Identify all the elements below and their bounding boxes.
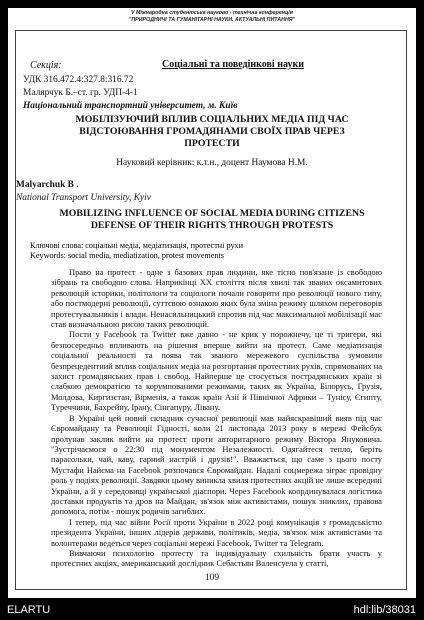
author-group: Малярчук Б.–ст. гр. УДП-4-1	[23, 88, 138, 98]
title-en-line-1: MOBILIZING INFLUENCE OF SOCIAL MEDIA DURING CITIZENS	[59, 208, 365, 219]
title-ua-line-2: ВІДСТОЮВАННЯ ГРОМАДЯНАМИ СВОЇХ ПРАВ ЧЕРЕЗ	[79, 126, 345, 137]
document-page	[8, 8, 416, 598]
udk-code: УДК 316.472.4:327.8:316.72	[23, 75, 134, 85]
keywords-ua: Ключові слова: соціальні медіа, медіатизація, протестні рухи	[30, 241, 244, 250]
paragraph: Пости у Facebook та Twitter вже давно - не крик у порожнечу, це ті тригери, які безпосередньо впливають на рішення вперше вийти на протест. Саме медіатизація соціальної реальності та поява так званого мережевого суспільства зумовили безпрецедентний вплив соціальних медіа на розгортання протестних рухів, спрямованих на захист громадянських прав і свобод. Найперше це стосується пострадянських країн зі слабкою демократією та корумпованими режимами, таких як Україна, Білорусь, Грузія, Молдова, Киргизстан, Вірменія, а також країн Азії й Північної Африки – Тунісу, Єгипту, Туреччини, Бахрейну, Ірану, Сінгапуру, Лівану.	[51, 329, 382, 413]
body-text	[51, 267, 382, 569]
supervisor: Науковий керівник: к.т.н., доцент Наумова Н.М.	[116, 158, 308, 168]
keywords-en: Keywords: social media, mediatization, protest movements	[30, 251, 224, 260]
handle-id: hdl:lib/38031	[353, 604, 416, 616]
conference-header	[8, 10, 416, 23]
paragraph: І тепер, під час війни Росії проти України в 2022 році комунікація з громадськістю президента України, інших лідерів держави, політиків, медіа, зв'язок між активістами та волонтерами ведеться через соціальні мережі Facebook, Twitter та Telegram.	[51, 516, 382, 548]
repository-footer	[0, 600, 424, 620]
paragraph: В Україні цей новий складник сучасної революції мав найяскравіший вияв під час Євромайдану та Революції Гідності, коли 21 листопада 2013 року в мережі Фейсбук пролунав заклик вийти на протест проти авторитарного режиму Віктора Януковича. "Зустрічаємося о 22:30 під монументом Незалежності. Одягайтеся тепло, беріть парасольки, чай, каву, гарний настрій і друзів!". Вважається, що саме з цього посту Мустафи Найєма на Facebook розпочався Євромайдан. Надалі соцмережа зіграє провідну роль у подіях революції. Завдяки цьому виникла хвиля протестних акцій не лише всередині України, а й у середовищі української діаспори. Через Facebook координувалася логістика доставки продуктів та дров на Майдан, зв'язок між активістами, пошук зниклих, правова допомога, потім - пошук родичів загиблих.	[51, 412, 382, 517]
conference-header-line-2: "ПРИРОДНИЧІ ТА ГУМАНІТАРНІ НАУКИ. АКТУАЛЬНІ ПИТАННЯ"	[128, 16, 296, 23]
paragraph: Вивчаючи психологію протесту та індивідуальну схильність брати участь у протестних акціях, американський дослідник Себастьян Валенсуела у статті,	[51, 547, 382, 569]
author-en: Malyarchuk B .	[16, 180, 79, 190]
title-en-line-2: DEFENSE OF THEIR RIGHTS THROUGH PROTESTS	[90, 220, 334, 231]
university-ua: Національний транспортний університет, м. Київ	[23, 101, 238, 111]
university-en: National Transport University, Kyiv	[16, 193, 151, 203]
paragraph: Право на протест - одне з базових прав людини, яке тісно пов'язане із свободою зібрань та свободою слова. Наприкінці XX століття після хвилі так званих оксамитових революцій історики, політологи та соціологи почали говорити про революції нового типу, або постмодерні революції, суттєвою ознакою яких була зміна режиму шляхом переговорів протестувальників і влади. Ненасильницький спротив під час максимальної мобілізації мас став визначальною рисою таких революцій.	[51, 267, 382, 330]
section-label: Секція:	[30, 60, 62, 71]
page-number: 109	[204, 573, 220, 583]
section-name: Соціальні та поведінкові науки	[162, 59, 304, 70]
conference-header-line-1: V Міжнародна студентська науково - технічна конференція	[130, 10, 294, 16]
repository-name: ELARTU	[7, 604, 51, 616]
title-ua-line-1: МОБІЛІЗУЮЧИЙ ВПЛИВ СОЦІАЛЬНИХ МЕДІА ПІД ЧАС	[75, 114, 349, 125]
title-ua-line-3: ПРОТЕСТИ	[184, 138, 240, 149]
